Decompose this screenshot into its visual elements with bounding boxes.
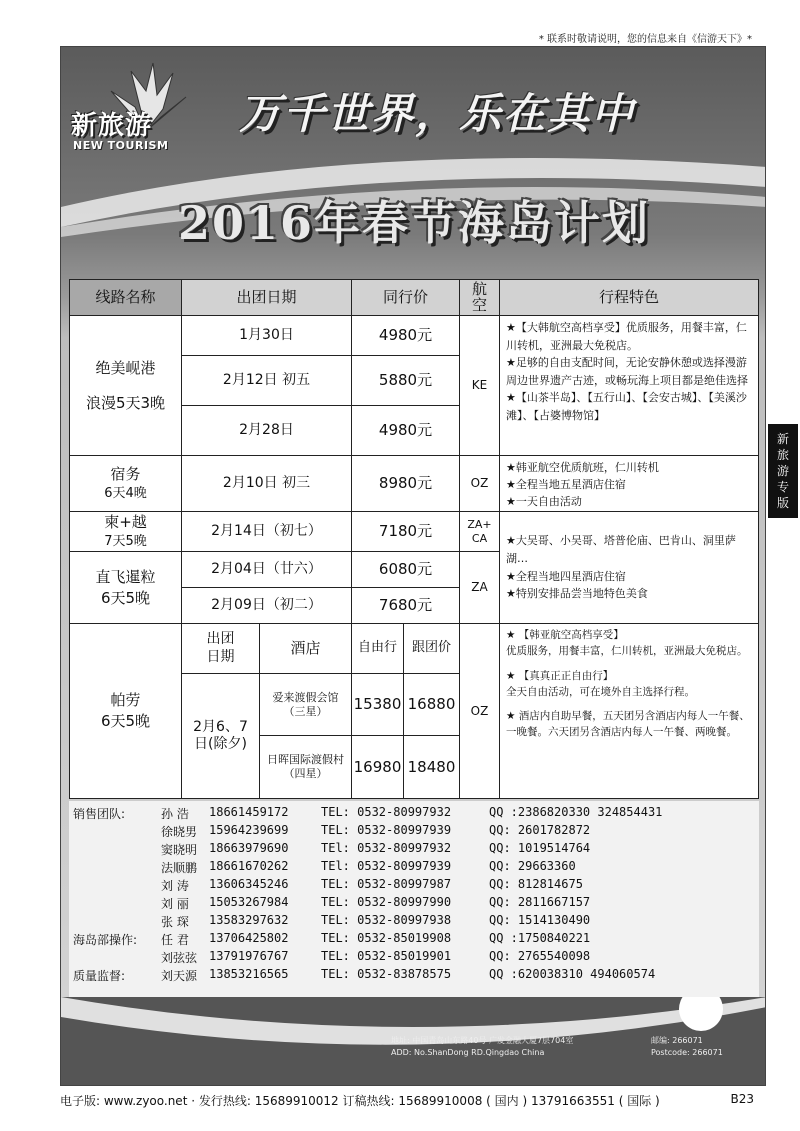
team-row	[69, 859, 759, 876]
team-mobile: 13606345246	[209, 877, 289, 891]
header-route: 线路名称	[70, 280, 182, 316]
price-danang-2: 5880元	[352, 356, 460, 406]
route-cebu-name: 宿务	[110, 464, 141, 483]
airline-cebu: OZ	[460, 456, 500, 512]
team-row	[69, 931, 759, 948]
route-danang-name: 绝美岘港	[95, 358, 156, 377]
side-tab-char: 旅	[776, 447, 789, 462]
team-tel: TEL: 0532-80997932	[321, 805, 452, 819]
team-qq: QQ: 2601782872	[489, 823, 591, 837]
date-danang-3: 2月28日	[182, 406, 352, 456]
team-name: 法顺鹏	[161, 861, 198, 875]
route-cebu	[70, 456, 182, 512]
logo-subtitle: NEW TOURISM	[73, 139, 169, 152]
airline-danang: KE	[460, 316, 500, 456]
team-mobile: 18661459172	[209, 805, 289, 819]
team-name: 孙 浩	[161, 807, 189, 821]
price-cambodia: 7180元	[352, 512, 460, 552]
team-role: 质量监督:	[73, 969, 126, 983]
team-name: 刘 丽	[161, 897, 189, 911]
features-palau	[500, 624, 758, 799]
team-qq: QQ :620038310 494060574	[489, 967, 656, 981]
feature-line: ★【大韩航空高档享受】优质服务，用餐丰富，仁川转机，亚洲最大免税店。	[506, 321, 747, 352]
feature-line: ★足够的自由支配时间，无论安静休憩或选择漫游周边世界遗产古迹，或畅玩海上项目都是绝佳选择	[506, 356, 748, 387]
team-role: 海岛部操作:	[73, 933, 138, 947]
top-note: * 联系时敬请说明，您的信息来自《信游天下》*	[538, 34, 752, 45]
date-palau	[182, 674, 260, 799]
team-qq: QQ :1750840221	[489, 931, 591, 945]
header-price: 同行价	[352, 280, 460, 316]
features-indochina	[500, 512, 758, 624]
route-siemreap-duration: 6天5晚	[100, 588, 151, 607]
team-tel: TEL: 0532-80997987	[321, 877, 452, 891]
group-price-palau-1: 16880	[404, 674, 460, 736]
features-danang	[500, 316, 758, 456]
palau-subhdr-hotel: 酒店	[260, 624, 352, 674]
free-price-palau-2: 16980	[352, 736, 404, 799]
team-tel: TEL: 0532-85019908	[321, 931, 452, 945]
team-mobile: 13706425802	[209, 931, 289, 945]
address	[391, 1035, 573, 1059]
price-siemreap-1: 6080元	[352, 552, 460, 588]
address-cn: 地址: 中国青岛山东路40号 广发金融大厦7层704室	[391, 1036, 574, 1045]
logo-text: 新旅游	[71, 111, 153, 141]
route-danang	[70, 316, 182, 456]
palau-subhdr-date-text: 出团日期	[206, 631, 235, 665]
team-row	[69, 895, 759, 912]
feature-line: ★【山茶半岛】、【五行山】、【会安古城】、【美溪沙滩】、【占婆博物馆】	[506, 391, 747, 422]
header-airline	[460, 280, 500, 316]
date-danang-1: 1月30日	[182, 316, 352, 356]
route-cebu-duration: 6天4晚	[104, 485, 147, 501]
date-siemreap-1: 2月04日（廿六）	[182, 552, 352, 588]
route-palau	[70, 624, 182, 799]
route-palau-name: 帕劳	[110, 691, 141, 709]
date-cebu: 2月10日 初三	[182, 456, 352, 512]
side-tab-char: 游	[776, 463, 789, 478]
side-tab-char: 版	[776, 496, 789, 511]
team-name: 窦晓明	[161, 843, 198, 857]
feature-line: 全天自由活动，可在境外自主选择行程。	[506, 685, 695, 698]
date-siemreap-2: 2月09日（初二）	[182, 588, 352, 624]
team-row	[69, 805, 759, 822]
feature-line: 优质服务，用餐丰富，仁川转机，亚洲最大免税店。	[506, 645, 748, 658]
team-tel: TEL: 0532-80997990	[321, 895, 452, 909]
feature-line: ★ 【韩亚航空高档享受】	[506, 629, 624, 641]
team-mobile: 18663979690	[209, 841, 289, 855]
team-name: 刘弦弦	[161, 951, 198, 965]
team-mobile: 18661670262	[209, 859, 289, 873]
feature-line: ★韩亚航空优质航班，仁川转机	[506, 461, 659, 474]
feature-line: ★全程当地五星酒店住宿	[506, 478, 626, 492]
team-name: 刘 涛	[161, 879, 189, 893]
team-qq: QQ: 29663360	[489, 859, 576, 873]
main-title: 2016年春节海岛计划	[177, 196, 651, 250]
feature-line: ★ 【真真正正自由行】	[506, 669, 614, 682]
feature-line: ★全程当地四星酒店住宿	[506, 569, 626, 583]
header-feature: 行程特色	[500, 280, 758, 316]
airline-siemreap: ZA	[460, 552, 500, 624]
team-row	[69, 877, 759, 894]
team-qq: QQ: 2811667157	[489, 895, 591, 909]
free-price-palau-1: 15380	[352, 674, 404, 736]
group-price-palau-2: 18480	[404, 736, 460, 799]
team-tel: TEl: 0532-80997939	[321, 859, 452, 873]
team-row	[69, 949, 759, 966]
team-row	[69, 823, 759, 840]
side-tab	[768, 424, 798, 518]
team-qq: QQ: 812814675	[489, 877, 583, 891]
team-tel: TEL: 0532-80997939	[321, 823, 452, 837]
header-date: 出团日期	[182, 280, 352, 316]
route-siemreap-name: 直飞暹粒	[95, 567, 156, 586]
route-cambodia	[70, 512, 182, 552]
price-danang-3: 4980元	[352, 406, 460, 456]
postcode-en: Postcode: 266071	[651, 1048, 723, 1057]
features-cebu	[500, 456, 758, 512]
route-danang-duration: 浪漫5天3晚	[85, 393, 166, 412]
hotel-palau-1: 爱来渡假会馆（三星）	[260, 674, 352, 736]
team-tel: TEL: 0532-80997938	[321, 913, 452, 927]
team-qq: QQ: 1514130490	[489, 913, 591, 927]
sales-team	[69, 801, 759, 999]
postcode-cn: 邮编: 266071	[651, 1036, 703, 1045]
team-name: 刘天源	[161, 969, 198, 983]
date-palau-text: 2月6、7日(除夕)	[193, 718, 248, 752]
itinerary-table	[69, 279, 759, 799]
postcode	[651, 1035, 723, 1059]
team-mobile: 13853216565	[209, 967, 289, 981]
hotel-palau-2: 日晖国际渡假村（四星）	[260, 736, 352, 799]
page-number: B23	[730, 1092, 754, 1106]
team-tel: TEl: 0532-80997932	[321, 841, 452, 855]
team-row	[69, 913, 759, 930]
team-qq: QQ: 2765540098	[489, 949, 591, 963]
team-row	[69, 841, 759, 858]
side-tab-char: 新	[776, 431, 789, 446]
price-danang-1: 4980元	[352, 316, 460, 356]
team-row	[69, 967, 759, 984]
team-qq: QQ :2386820330 324854431	[489, 805, 663, 819]
team-mobile: 15053267984	[209, 895, 289, 909]
route-cambodia-duration: 7天5晚	[104, 533, 147, 549]
flyer-frame	[60, 46, 766, 1086]
palau-subhdr-group: 跟团价	[404, 624, 460, 674]
team-mobile: 15964239699	[209, 823, 289, 837]
team-mobile: 13583297632	[209, 913, 289, 927]
team-mobile: 13791976767	[209, 949, 289, 963]
palau-subhdr-date	[182, 624, 260, 674]
route-siemreap	[70, 552, 182, 624]
slogan: 万千世界，乐在其中	[239, 89, 636, 138]
header-airline-text: 航空	[471, 279, 487, 314]
price-siemreap-2: 7680元	[352, 588, 460, 624]
route-palau-duration: 6天5晚	[100, 712, 151, 730]
date-cambodia: 2月14日（初七）	[182, 512, 352, 552]
team-qq: QQ: 1019514764	[489, 841, 591, 855]
feature-line: ★一天自由活动	[506, 495, 582, 509]
route-cambodia-name: 柬+越	[104, 512, 147, 531]
palau-subhdr-free: 自由行	[352, 624, 404, 674]
address-en: ADD: No.ShanDong RD.Qingdao China	[391, 1048, 545, 1057]
feature-line: ★大吴哥、小吴哥、塔普伦庙、巴肯山、洞里萨湖…	[506, 534, 736, 565]
airline-palau: OZ	[460, 624, 500, 799]
airline-cambodia: ZA+ CA	[460, 512, 500, 552]
team-tel: TEL: 0532-85019901	[321, 949, 452, 963]
feature-line: ★ 酒店内自助早餐，五天团另含酒店内每人一午餐、一晚餐。六天团另含酒店内每人一午餐、两晚餐。	[506, 710, 750, 739]
feature-line: ★特别安排品尝当地特色美食	[506, 587, 648, 601]
team-name: 徐晓男	[161, 825, 198, 839]
side-tab-char: 专	[776, 480, 789, 495]
publication-info: 电子版: www.zyoo.net · 发行热线: 15689910012 订稿热线: 15689910008 ( 国内 ) 13791663551 ( 国际 )	[60, 1094, 660, 1108]
date-danang-2: 2月12日 初五	[182, 356, 352, 406]
price-cebu: 8980元	[352, 456, 460, 512]
team-name: 张 琛	[161, 915, 189, 929]
team-tel: TEL: 0532-83878575	[321, 967, 452, 981]
team-role: 销售团队:	[73, 807, 126, 821]
team-name: 任 君	[161, 933, 189, 947]
